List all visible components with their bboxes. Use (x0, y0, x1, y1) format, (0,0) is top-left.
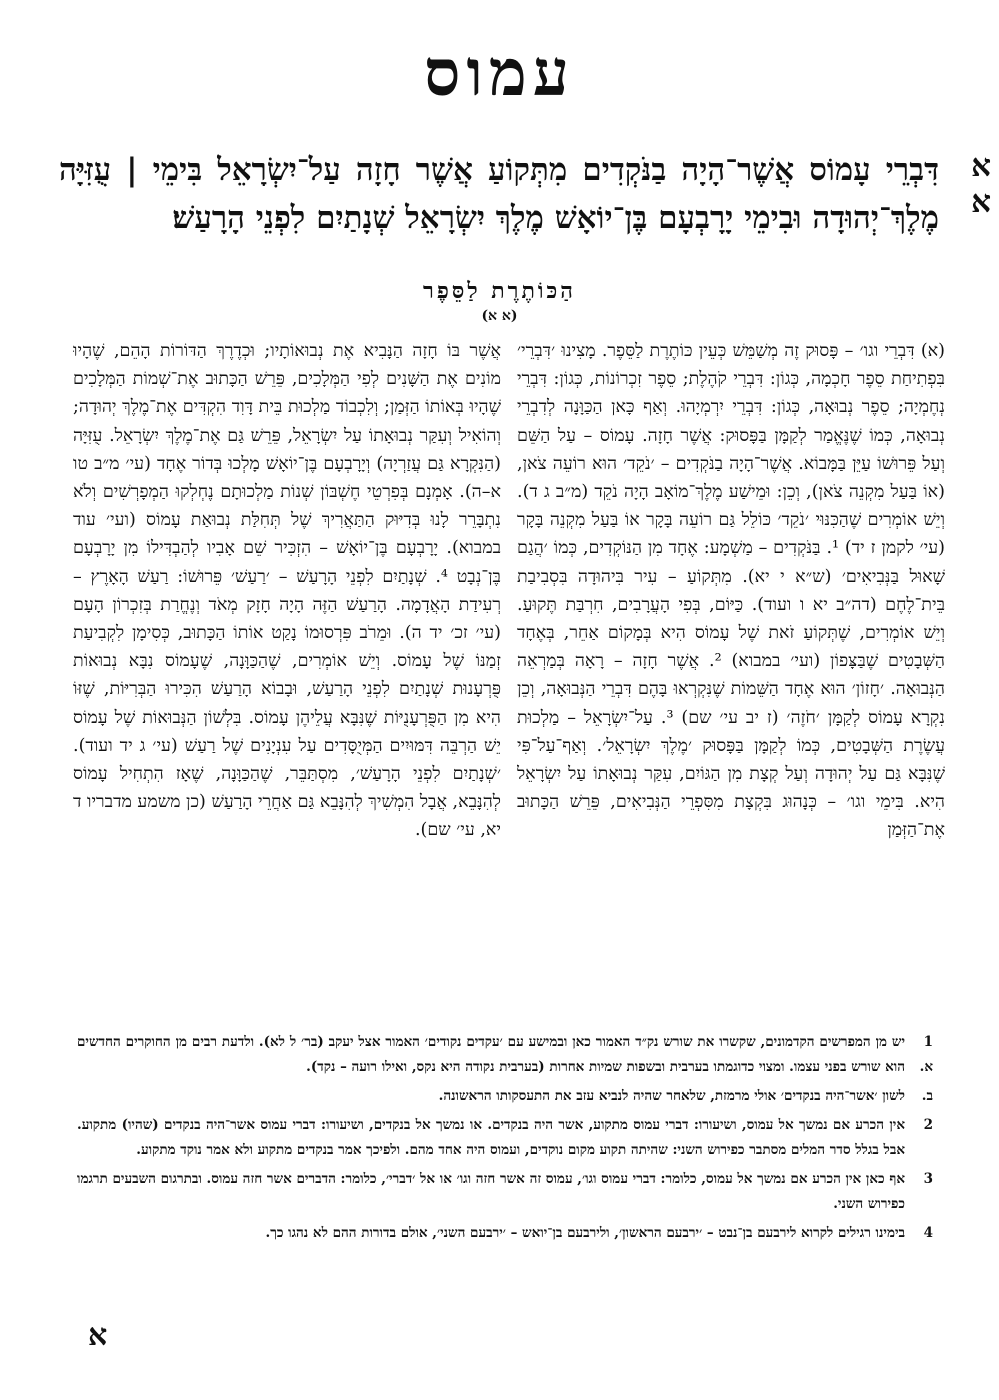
commentary-paragraph: (א) דִּבְרֵי וגו׳ – פָּסוּק זֶה מְשַׁמֵּשׁ כְּעֵין כּוֹתֶרֶת לַסֵּפֶר. מָצִינוּ ׳דִּבְרֵי׳ בִּפְתִיחַת סֵפֶר חָכְמָה, כְּגוֹן: דִּבְרֵי קֹהֶלֶת; סֵפֶר זִכְרוֹנוֹת, כְּגוֹן: דִּבְרֵי נְחֶמְיָה; סֵפֶר נְבוּאָה, כְּגוֹן: דִּבְרֵי יִרְמְיָהוּ. וְאַף כָּאן הַכַּוָּנָה לְדִבְרֵי נְבוּאָה, כְּמוֹ שֶׁנֶּאֱמַר לְקַמָּן בַּפָּסוּק: אֲשֶׁר חָזָה. עָמוֹס – עַל הַשֵּׁם וְעַל פֵּרוּשׁוֹ עַיֵּן בַּמָּבוֹא. אֲשֶׁר־הָיָה בַנֹּקְדִים – ׳נֹקֵד׳ הוּא רוֹעֵה צֹאן, (אוֹ בַּעַל מִקְנֵה צֹאן), וְכֵן: וּמֵישַׁע מֶלֶךְ־מוֹאָב הָיָה נֹקֵד (מ״ב ג ד). וְיֵשׁ אוֹמְרִים שֶׁהַכִּנּוּי ׳נֹקֵד׳ כּוֹלֵל גַּם רוֹעֵה בָּקָר אוֹ בַּעַל מִקְנֵה בָּקָר (עי׳ לקמן ז יד) ¹. בַּנֹּקְדִים – מַשְׁמָע: אֶחָד מִן הַנּוֹקְדִים, כְּמוֹ ׳הֲגַם שָׁאוּל בַּנְּבִיאִים׳ (ש״א י יא). מִתְּקוֹעַ – עִיר בִּיהוּדָה בִּסְבִיבַת בֵּית־לֶחֶם (דה״ב יא ו ועוד). כַּיּוֹם, בְּפִי הָעֲרָבִים, חִרְבַּת תֶּקוּעַ. וְיֵשׁ אוֹמְרִים, שֶׁתְּקוֹעַ זֹאת שֶׁל עָמוֹס הִיא בְּמָקוֹם אַחֵר, בְּאֶחָד הַשְּׁבָטִים שֶׁבַּצָּפוֹן (ועי׳ במבוא) ². אֲשֶׁר חָזָה – רָאָה בְּמַרְאֵה הַנְּבוּאָה. ׳חָזוֹן׳ הוּא אֶחָד הַשֵּׁמוֹת שֶׁנִּקְרְאוּ בָּהֶם דִּבְרֵי הַנְּבוּאָה, וְכֵן נִקְרָא עָמוֹס לְקַמָּן ׳חֹזֶה׳ (ז יב עי׳ שם) ³. עַל־יִשְׂרָאֵל – מַלְכוּת עֲשֶׂרֶת הַשְּׁבָטִים, כְּמוֹ לְקַמָּן בַּפָּסוּק ׳מֶלֶךְ יִשְׂרָאֵל׳. וְאַף־עַל־פִּי שֶׁנִּבָּא גַּם עַל יְהוּדָה וְעַל קְצָת מִן הַגּוֹיִם, עִקַּר נְבוּאָתוֹ עַל יִשְׂרָאֵל הִיא. בִּימֵי וגו׳ – כְּנָהוּג בִּקְצָת מִסִּפְרֵי הַנְּבִיאִים, פֵּרֵשׁ הַכָּתוּב אֶת־הַזְּמַן (517, 341, 945, 841)
verse-number: א א (971, 148, 991, 220)
footnote-text: בימינו רגילים לקרוא לירבעם בן־נבט – ׳ירבעם הראשון׳, ולירבעם בן־יואש – ׳ירבעם השני׳, אולם בדורות ההם לא נהגו כך. (265, 1225, 905, 1241)
footnote (77, 1167, 933, 1217)
footnote-text: יש מן המפרשים הקדמונים, שקשרו את שורש נק״ד האמור כאן ובמישע עם ׳עקדים נקודים׳ האמור אצל יעקב (בר׳ ל לא). ולדעת רבים מן החוקרים החדשים הוא שורש בפני עצמו. ומצוי כדוגמתו בערבית ובשפות שמיות אחרות (בערבית נקודה היא נקס, ואילו רועה – נקד). (77, 1034, 905, 1075)
footnote-text: לשון ׳אשר־היה בנקדים׳ אולי מרמזת, שלאחר שהיה לנביא עזב את התעסקותו הראשונה. (438, 1088, 905, 1104)
footnote-number: 2 (923, 1117, 933, 1133)
footnote-number: 3 (923, 1171, 933, 1187)
page-number: א (88, 1318, 108, 1353)
commentary-left-column (73, 337, 501, 1013)
footnote-number: ב. (921, 1088, 933, 1104)
footnote (77, 1084, 933, 1109)
footnote-number: 4 (923, 1225, 933, 1241)
commentary-right-column (517, 337, 945, 1013)
section-reference: (א א) (481, 308, 518, 324)
footnote-number: 1 א. (919, 1034, 933, 1075)
footnotes (77, 1030, 933, 1300)
book-title: עמוס (424, 36, 575, 111)
commentary-paragraph: אֲשֶׁר בּוֹ חָזָה הַנָּבִיא אֶת נְבוּאוֹתָיו; וּכְדֶרֶךְ הַדּוֹרוֹת הָהֵם, שֶׁהָיוּ מוֹנִים אֶת הַשָּׁנִים לְפִי הַמְּלָכִים, פֵּרֵשׁ הַכָּתוּב אֶת־שְׁמוֹת הַמְּלָכִים שֶׁהָיוּ בְּאוֹתוֹ הַזְּמַן; וְלִכְבוֹד מַלְכוּת בֵּית דָּוִד הִקְדִּים אֶת־מֶלֶךְ יְהוּדָה; וְהוֹאִיל וְעִקַּר נְבוּאָתוֹ עַל יִשְׂרָאֵל, פֵּרֵשׁ גַּם אֶת־מֶלֶךְ יִשְׂרָאֵל. עֻזִּיָּה (הַנִּקְרָא גַּם עֲזַרְיָה) וְיָרָבְעָם בֶּן־יוֹאָשׁ מָלְכוּ בְּדוֹר אֶחָד (עי׳ מ״ב טו א–ה). אָמְנָם בְּפִרְטֵי חֶשְׁבּוֹן שְׁנוֹת מַלְכוּתָם נֶחְלְקוּ הַמְפָרְשִׁים וְלֹא נִתְבָּרֵר לָנוּ בְּדִיּוּק הַתַּאֲרִיךְ שֶׁל תְּחִלַּת נְבוּאַת עָמוֹס (ועי׳ עוד במבוא). יָרָבְעָם בֶּן־יוֹאָשׁ – הִזְכִּיר שֵׁם אָבִיו לְהַבְדִּילוֹ מִן יָרָבְעָם בֶּן־נְבָט ⁴. שְׁנָתַיִם לִפְנֵי הָרָעַשׁ – ׳רַעַשׁ׳ פֵּרוּשׁוֹ: רַעַשׁ הָאָרֶץ – רְעִידַת הָאֲדָמָה. הָרַעַשׁ הַזֶּה הָיָה חָזָק מְאֹד וְנֶחֱרַת בְּזִכְרוֹן הָעָם (עי׳ זכ׳ יד ה). וּמֵרֹב פִּרְסוּמוֹ נָקַט אוֹתוֹ הַכָּתוּב, כְּסִימָן לִקְבִיעַת זְמַנּוֹ שֶׁל עָמוֹס. וְיֵשׁ אוֹמְרִים, שֶׁהַכַּוָּנָה, שֶׁעָמוֹס נִבָּא נְבוּאוֹת פֻּרְעָנוּת שְׁנָתַיִם לִפְנֵי הָרַעַשׁ, וּבָבוֹא הָרַעַשׁ הִכִּירוּ הַבְּרִיּוֹת, שֶׁזּוֹ הִיא מִן הַפֻּרְעָנֻיּוֹת שֶׁנִּבָּא עֲלֵיהֶן עָמוֹס. בִּלְשׁוֹן הַנְּבוּאוֹת שֶׁל עָמוֹס יֵשׁ הַרְבֵּה דִּמּוּיִים הַמְּיֻסָּדִים עַל עִנְיָנִים שֶׁל רַעַשׁ (עי׳ ג יד ועוד). ׳שְׁנָתַיִם לִפְנֵי הָרָעַשׁ׳, מִסְתַּבֵּר, שֶׁהַכַּוָּנָה, שֶׁאָז הִתְחִיל עָמוֹס לְהִנָּבֵא, אֲבָל הִמְשִׁיךְ לְהִנָּבֵא גַּם אַחֲרֵי הָרַעַשׁ (כן משמע מדבריו ד יא, עי׳ שם). (73, 341, 501, 841)
section-title: הַכּוֹתֶרֶת לַסֵּפֶר (423, 278, 576, 304)
footnote-text: אף כאן אין הכרע אם נמשך אל עמוס, כלומר: דברי עמוס וגו׳, עמוס זה אשר חזה וגו׳ או אל ׳דברי׳, כלומר: הדברים אשר חזה עמוס. ובתרגום השבעים תרגמו כפירוש השני. (77, 1171, 905, 1212)
footnote (77, 1221, 933, 1246)
footnote (77, 1030, 933, 1080)
footnote-text: אין הכרע אם נמשך אל עמוס, ושיעורו: דברי עמוס מתקוע, אשר היה בנקדים. או נמשך אל בנקדים, ושיעורו: דברי עמוס אשר־היה בנקדים (שהיו) מתקוע. אבל בגלל סדר המלים מסתבר כפירוש השני: שהיתה תקוע מקום נוקדים, ועמוס היה אחד מהם. ולפיכך אמר בנקדים מתקוע ולא אמר נוקד מתקוע. (77, 1117, 905, 1158)
footnote (77, 1113, 933, 1163)
verse-text: דִּבְרֵי עָמוֹס אֲשֶׁר־הָיָה בַנֹּקְדִים מִתְּקוֹעַ אֲשֶׁר חָזָה עַל־יִשְׂרָאֵל בִּימֵי | עֻזִּיָּה מֶלֶךְ־יְהוּדָה וּבִימֵי יָרָבְעָם בֶּן־יוֹאָשׁ מֶלֶךְ יִשְׂרָאֵל שְׁנָתַיִם לִפְנֵי הָרָעַשׁ׃ (59, 152, 939, 236)
